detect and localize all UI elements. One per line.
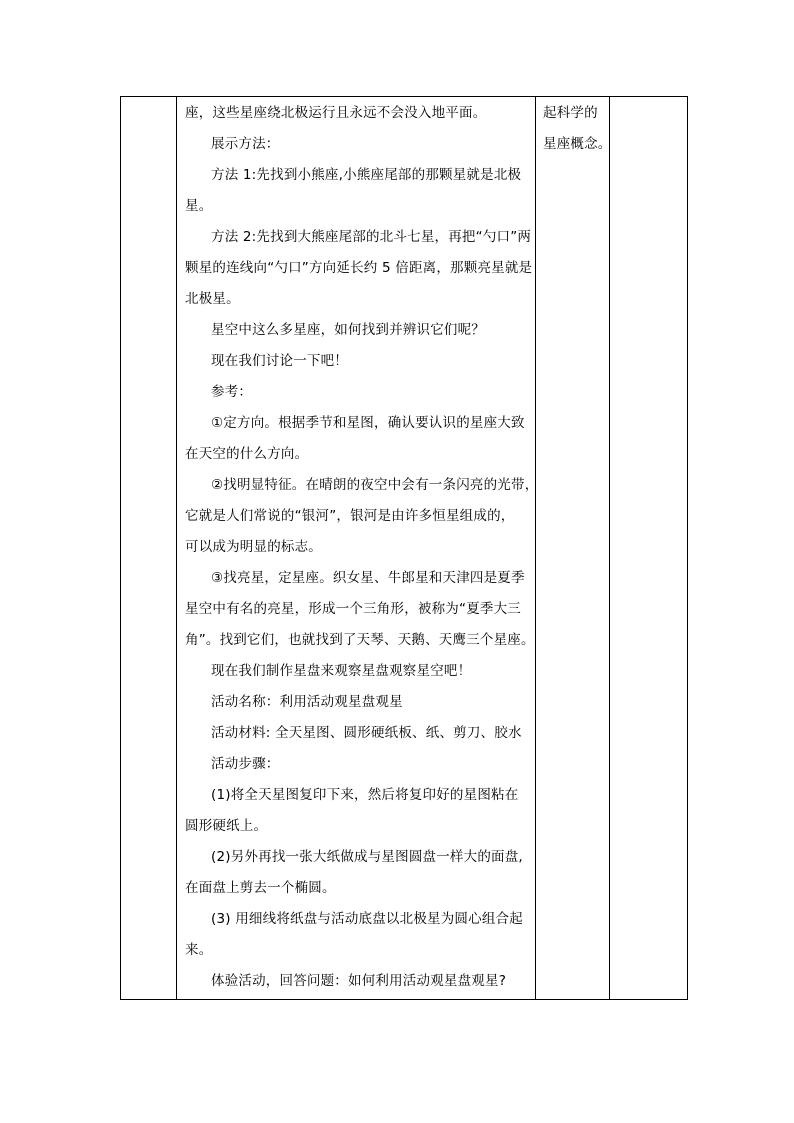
teaching-process-column	[177, 97, 539, 999]
text-line: 参考：	[211, 384, 253, 400]
lesson-table	[120, 96, 688, 1000]
text-line: 星空中这么多星座，如何找到并辨识它们呢？	[211, 322, 485, 338]
text-line: 颗星的连线向“勺口”方向延长约 5 倍距离，那颗亮星就是	[185, 260, 533, 276]
text-line: 活动材料: 全天星图、圆形硬纸板、纸、剪刀、胶水	[211, 725, 522, 741]
text-line: ②找明显特征。在晴朗的夜空中会有一条闪亮的光带，	[211, 477, 539, 493]
text-line: 展示方法：	[211, 136, 280, 152]
text-line: 在面盘上剪去一个椭圆。	[185, 880, 336, 896]
text-line: ①定方向。根据季节和星图，确认要认识的星座大致	[211, 415, 525, 431]
text-line: 活动步骤：	[211, 756, 280, 772]
text-line: 方法 2:先找到大熊座尾部的北斗七星，再把“勺口”两	[211, 229, 532, 245]
text-line: 星空中有名的亮星，形成一个三角形，被称为“夏季大三	[185, 601, 521, 617]
text-line: 北极星。	[185, 291, 240, 307]
text-line: 座，这些星座绕北极运行且永远不会没入地平面。	[185, 105, 487, 121]
text-line: 现在我们讨论一下吧！	[211, 353, 348, 369]
text-line: 来。	[185, 942, 213, 958]
text-line: 圆形硬纸上。	[185, 818, 268, 834]
text-line: 活动名称：利用活动观星盘观星	[211, 694, 403, 710]
text-line: (1)将全天星图复印下来，然后将复印好的星图粘在	[211, 787, 519, 803]
text-line: 在天空的什么方向。	[185, 446, 309, 462]
design-intent-column	[537, 97, 612, 999]
text-line: ③找亮星，定星座。织女星、牛郎星和天津四是夏季	[211, 570, 525, 586]
text-line: 现在我们制作星盘来观察星盘观察星空吧！	[211, 663, 472, 679]
column-divider	[609, 97, 610, 999]
text-line: (2)另外再找一张大纸做成与星图圆盘一样大的面盘,	[211, 849, 523, 865]
text-line: (3) 用细线将纸盘与活动底盘以北极星为圆心组合起	[211, 911, 523, 927]
text-line: 方法 1:先找到小熊座,小熊座尾部的那颗星就是北极	[211, 167, 522, 183]
note-line: 星座概念。	[543, 136, 612, 152]
text-line: 可以成为明显的标志。	[185, 539, 322, 555]
text-line: 星。	[185, 198, 213, 214]
text-line: 它就是人们常说的“银河”，银河是由许多恒星组成的，	[185, 508, 515, 524]
column-divider	[535, 97, 536, 999]
text-line: 角”。找到它们，也就找到了天琴、天鹅、天鹰三个星座。	[185, 632, 535, 648]
note-line: 起科学的	[543, 105, 598, 121]
text-line: 体验活动，回答问题：如何利用活动观星盘观星?	[211, 973, 507, 989]
